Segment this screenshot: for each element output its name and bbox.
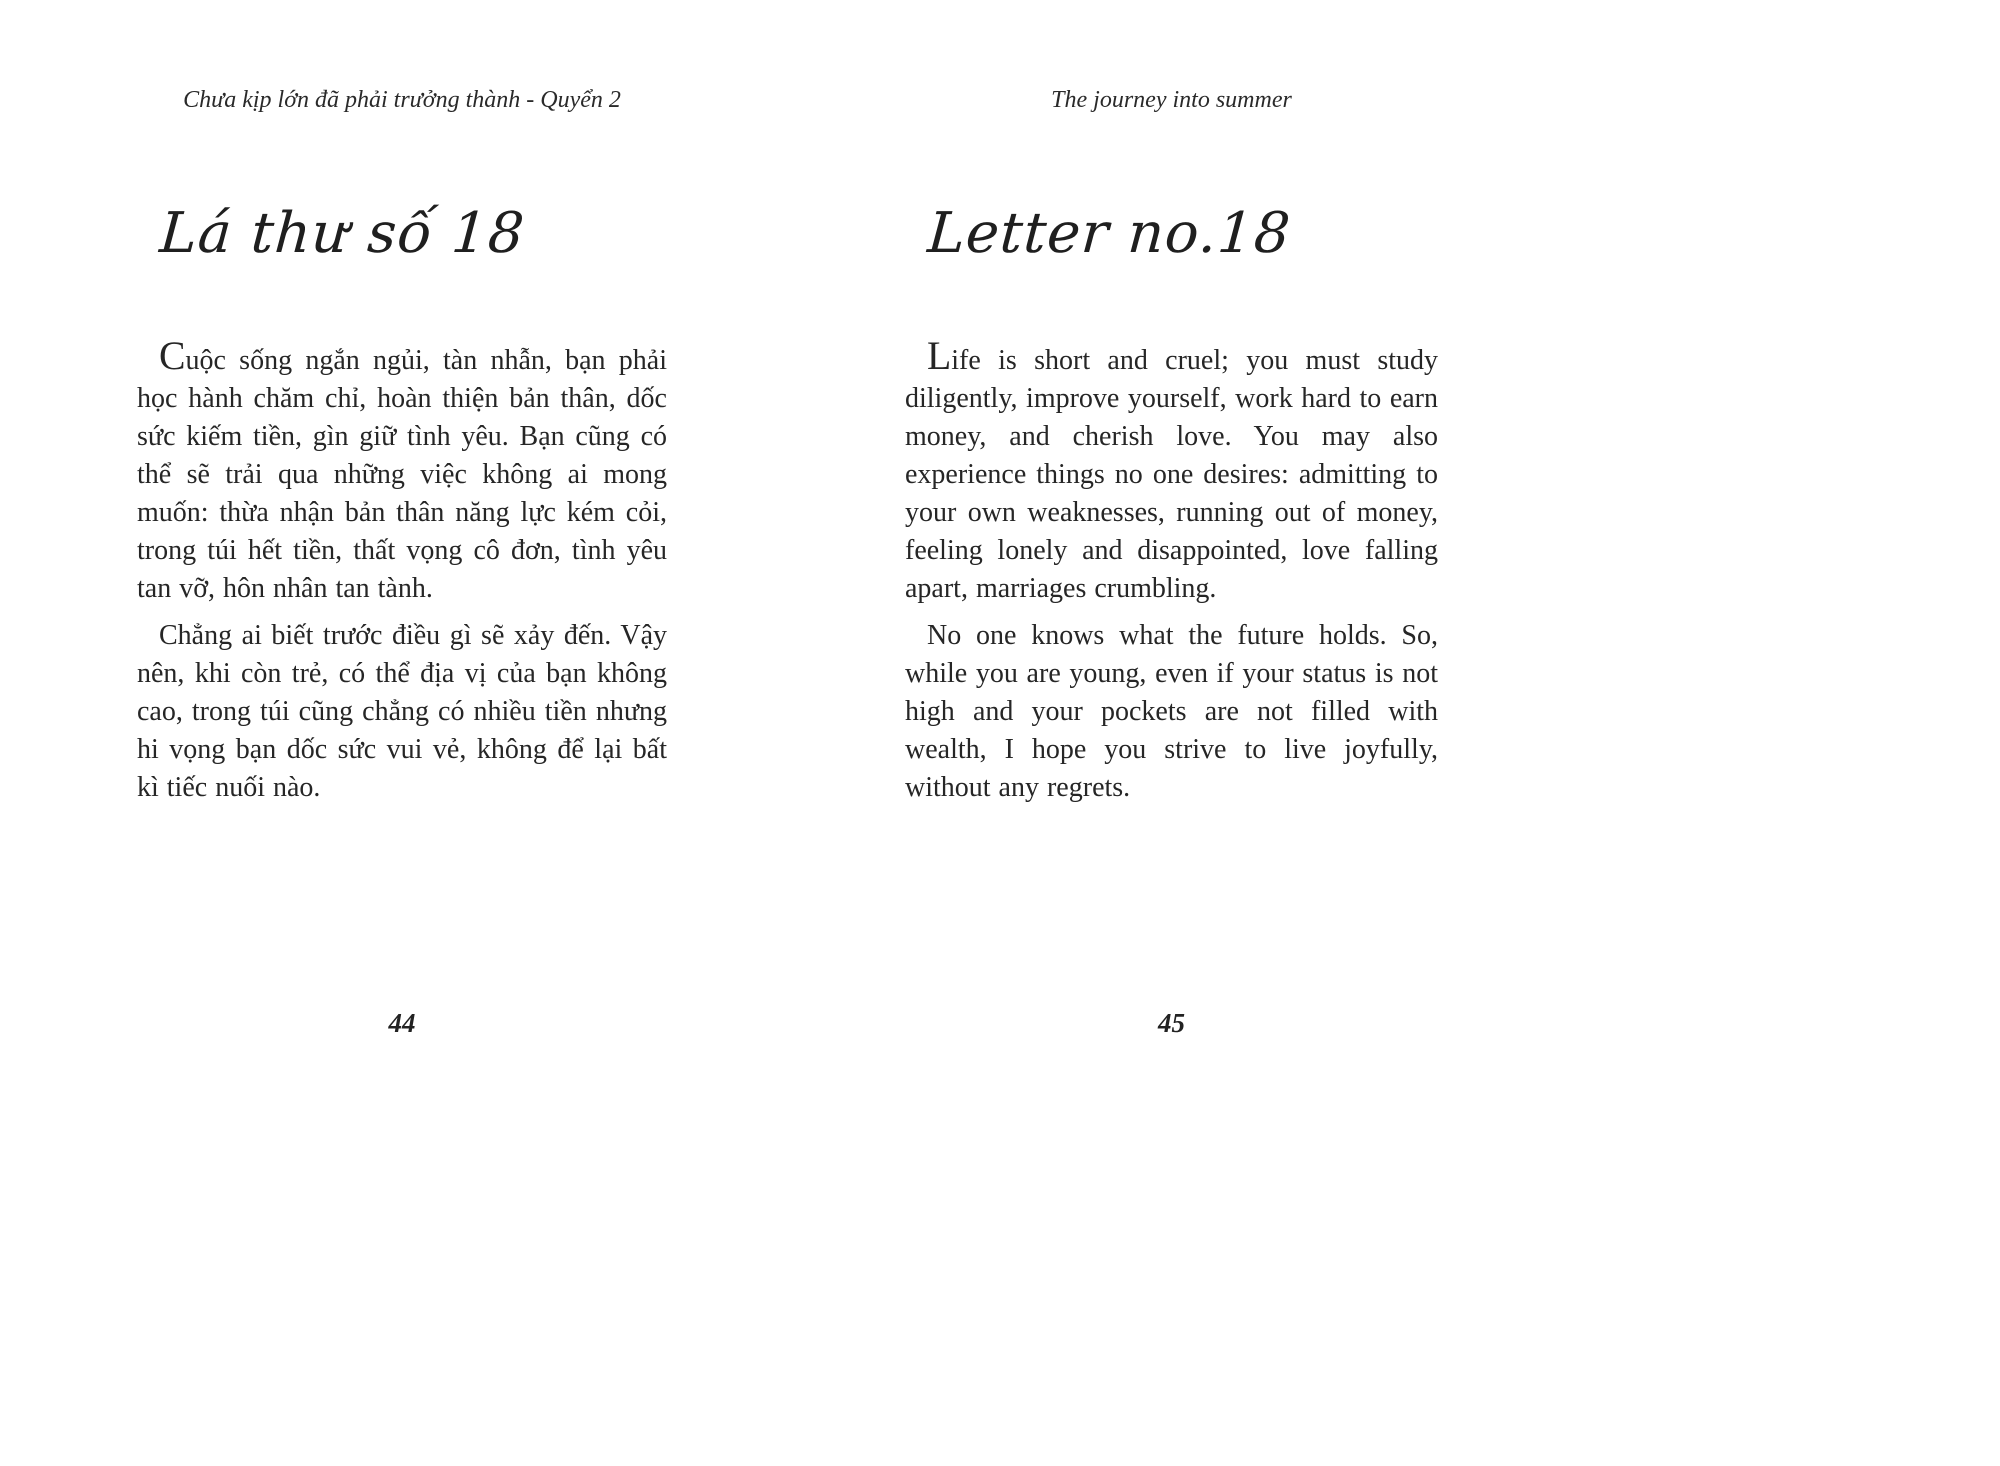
left-body (137, 334, 667, 807)
right-body (905, 334, 1438, 807)
left-page (137, 0, 667, 1466)
right-running-header: The journey into summer (1051, 87, 1292, 113)
paragraph: Chẳng ai biết trước điều gì sẽ xảy đến. Vậy nên, khi còn trẻ, có thể địa vị của bạn không cao, trong túi cũng chẳng có nhiều tiền nhưng hi vọng bạn dốc sức vui vẻ, không để lại bất kì tiếc nuối nào. (137, 620, 667, 803)
right-chapter-title: Letter no.18 (925, 201, 1294, 266)
left-running-header: Chưa kịp lớn đã phải trưởng thành - Quyển 2 (183, 87, 621, 113)
paragraph: Life is short and cruel; you must study diligently, improve yourself, work hard to earn money, and cherish love. You may also experience things no one desires: admitting to your own weaknesses, running out of money, feeling lonely and disappointed, love falling apart, marriages crumbling. (905, 334, 1438, 604)
left-page-number: 44 (388, 1008, 416, 1038)
left-chapter-title: Lá thư số 18 (157, 201, 528, 266)
right-page-number: 45 (1158, 1008, 1185, 1038)
paragraph: No one knows what the future holds. So, while you are young, even if your status is not high and your pockets are not filled with wealth, I hope you strive to live joyfully, without any regrets. (905, 620, 1438, 803)
paragraph: Cuộc sống ngắn ngủi, tàn nhẫn, bạn phải học hành chăm chỉ, hoàn thiện bản thân, dốc sức kiếm tiền, gìn giữ tình yêu. Bạn cũng có thể sẽ trải qua những việc không ai mong muốn: thừa nhận bản thân năng lực kém cỏi, trong túi hết tiền, thất vọng cô đơn, tình yêu tan vỡ, hôn nhân tan tành. (137, 334, 667, 604)
right-page (905, 0, 1438, 1466)
